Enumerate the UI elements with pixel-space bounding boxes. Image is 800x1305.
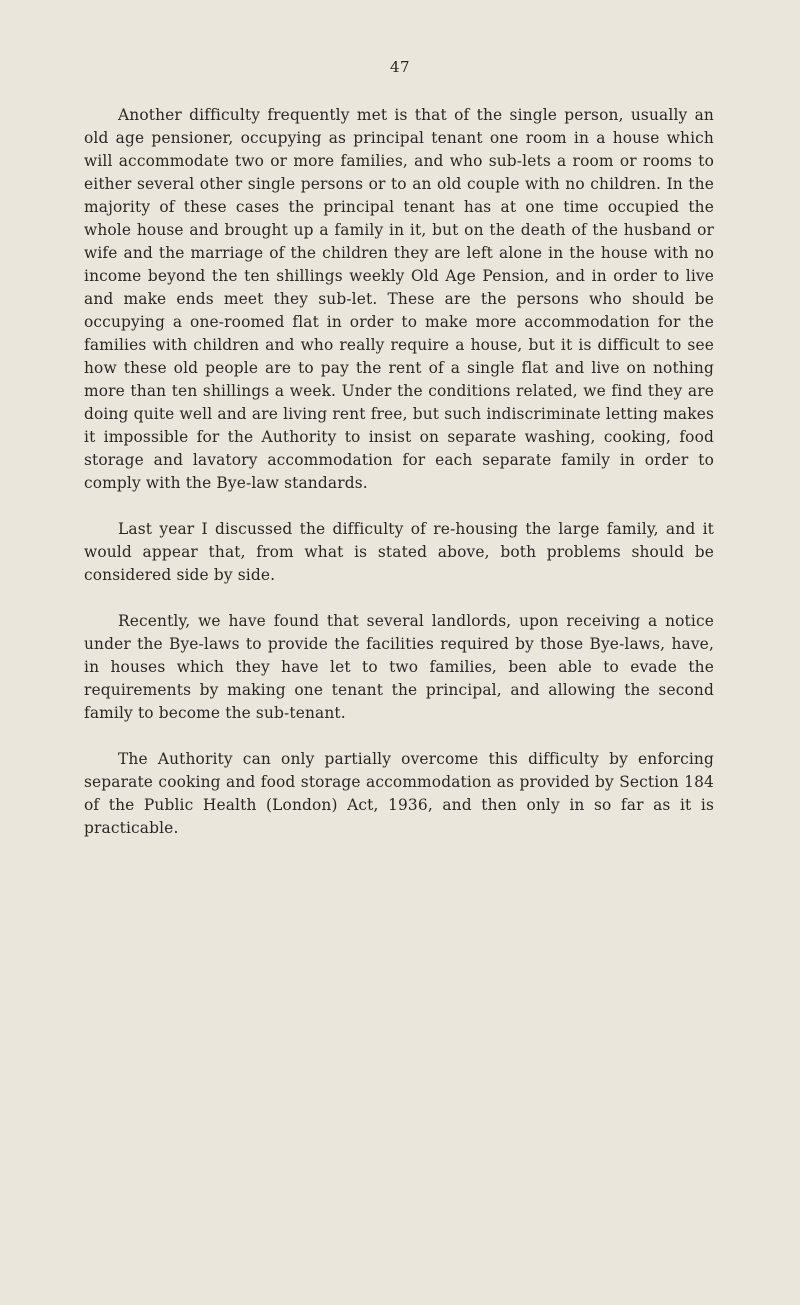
page-number: 47 bbox=[389, 58, 411, 76]
body-text bbox=[84, 104, 714, 863]
paragraph-landlords: Recently, we have found that several landlords, upon receiving a notice under the Bye-laws to provide the facilities required by those Bye-laws, have, in houses which they have let to two families, been able to evade the requirements by making one tenant the principal, and allowing the second family to become the sub-tenant. bbox=[84, 612, 714, 722]
paragraph-single-person: Another difficulty frequently met is that of the single person, usually an old age pensioner, occupying as principal tenant one room in a house which will accommodate two or more families, and who sub-lets a room or rooms to either several other single persons or to an old couple with no children. In the majority of these cases the principal tenant has at one time occupied the whole house and brought up a family in it, but on the death of the husband or wife and the marriage of the children they are left alone in the house with no income beyond the ten shillings weekly Old Age Pension, and in order to live and make ends meet they sub-let. These are the persons who should be occupying a one-roomed flat in order to make more accommodation for the families with children and who really require a house, but it is difficult to see how these old people are to pay the rent of a single flat and live on nothing more than ten shillings a week. Under the conditions related, we find they are doing quite well and are living rent free, but such indiscriminate letting makes it impossible for the Authority to insist on separate washing, cooking, food storage and lavatory accommodation for each separate family in order to comply with the Bye-law standards. bbox=[84, 106, 714, 492]
paragraph-authority: The Authority can only partially overcome this difficulty by enforcing separate cooking and food storage accommodation as provided by Section 184 of the Public Health (London) Act, 1936, and then only in so far as it is practicable. bbox=[84, 750, 714, 837]
paragraph-large-family: Last year I discussed the difficulty of re-housing the large family, and it would appear that, from what is stated above, both problems should be considered side by side. bbox=[84, 520, 714, 584]
